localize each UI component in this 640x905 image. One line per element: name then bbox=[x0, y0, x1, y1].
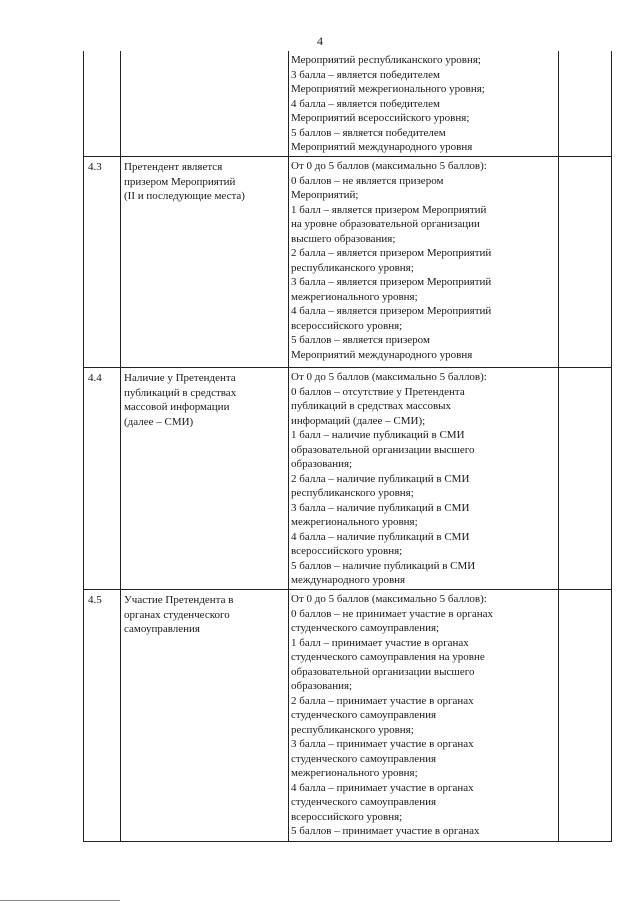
row-criterion: Претендент является призером Мероприятий (II и последующие места) bbox=[124, 161, 245, 202]
row-criterion: Наличие у Претендента публикаций в средствах массовой информации (далее – СМИ) bbox=[124, 372, 237, 428]
row-number: 4.4 bbox=[88, 372, 102, 384]
row-criterion: Участие Претендента в органах студенческого самоуправления bbox=[124, 594, 234, 635]
row-score-description: Мероприятий республиканского уровня; 3 балла – является победителем Мероприятий межрегионального уровня; 4 балла – является победителем Мероприятий всероссийского уровня; 5 баллов – является победителем Мероприятий международного уровня bbox=[291, 54, 485, 153]
table-row bbox=[84, 157, 611, 368]
row-number: 4.5 bbox=[88, 594, 102, 606]
column-divider bbox=[558, 51, 559, 841]
table-row bbox=[84, 368, 611, 590]
criteria-table bbox=[83, 51, 612, 842]
scan-edge-mark bbox=[0, 900, 120, 901]
column-divider bbox=[288, 51, 289, 841]
table-row bbox=[84, 590, 611, 841]
row-score-description: От 0 до 5 баллов (максимально 5 баллов): 0 баллов – отсутствие у Претендента публикаций в средствах массовых информаций (далее – СМИ); 1 балл – наличие публикаций в СМИ образовательной организации высшего образования; 2 балла – наличие публикаций в СМИ республиканского уровня; 3 балла – наличие публикаций в СМИ межрегионального уровня; 4 балла – наличие публикаций в СМИ всероссийского уровня; 5 баллов – наличие публикаций в СМИ международного уровня bbox=[291, 371, 487, 586]
row-score-description: От 0 до 5 баллов (максимально 5 баллов): 0 баллов – не является призером Мероприятий; 1 балл – является призером Мероприятий на уровне образовательной организации высшего образования; 2 балла – является призером Мероприятий республиканского уровня; 3 балла – является призером Мероприятий межрегионального уровня; 4 балла – является призером Мероприятий всероссийского уровня; 5 баллов – является призером Мероприятий международного уровня bbox=[291, 160, 492, 361]
row-score-description: От 0 до 5 баллов (максимально 5 баллов): 0 баллов – не принимает участие в органах студенческого самоуправления; 1 балл – принимает участие в органах студенческого самоуправления на уровне образовательной организации высшего образования; 2 балла – принимает участие в органах студенческого самоуправления республиканского уровня; 3 балла – принимает участие в органах студенческого самоуправления межрегионального уровня; 4 балла – принимает участие в органах студенческого самоуправления всероссийского уровня; 5 баллов – принимает участие в органах bbox=[291, 593, 494, 837]
column-divider bbox=[120, 51, 121, 841]
page-number: 4 bbox=[317, 34, 323, 48]
table-row bbox=[84, 51, 611, 157]
row-number: 4.3 bbox=[88, 161, 102, 173]
